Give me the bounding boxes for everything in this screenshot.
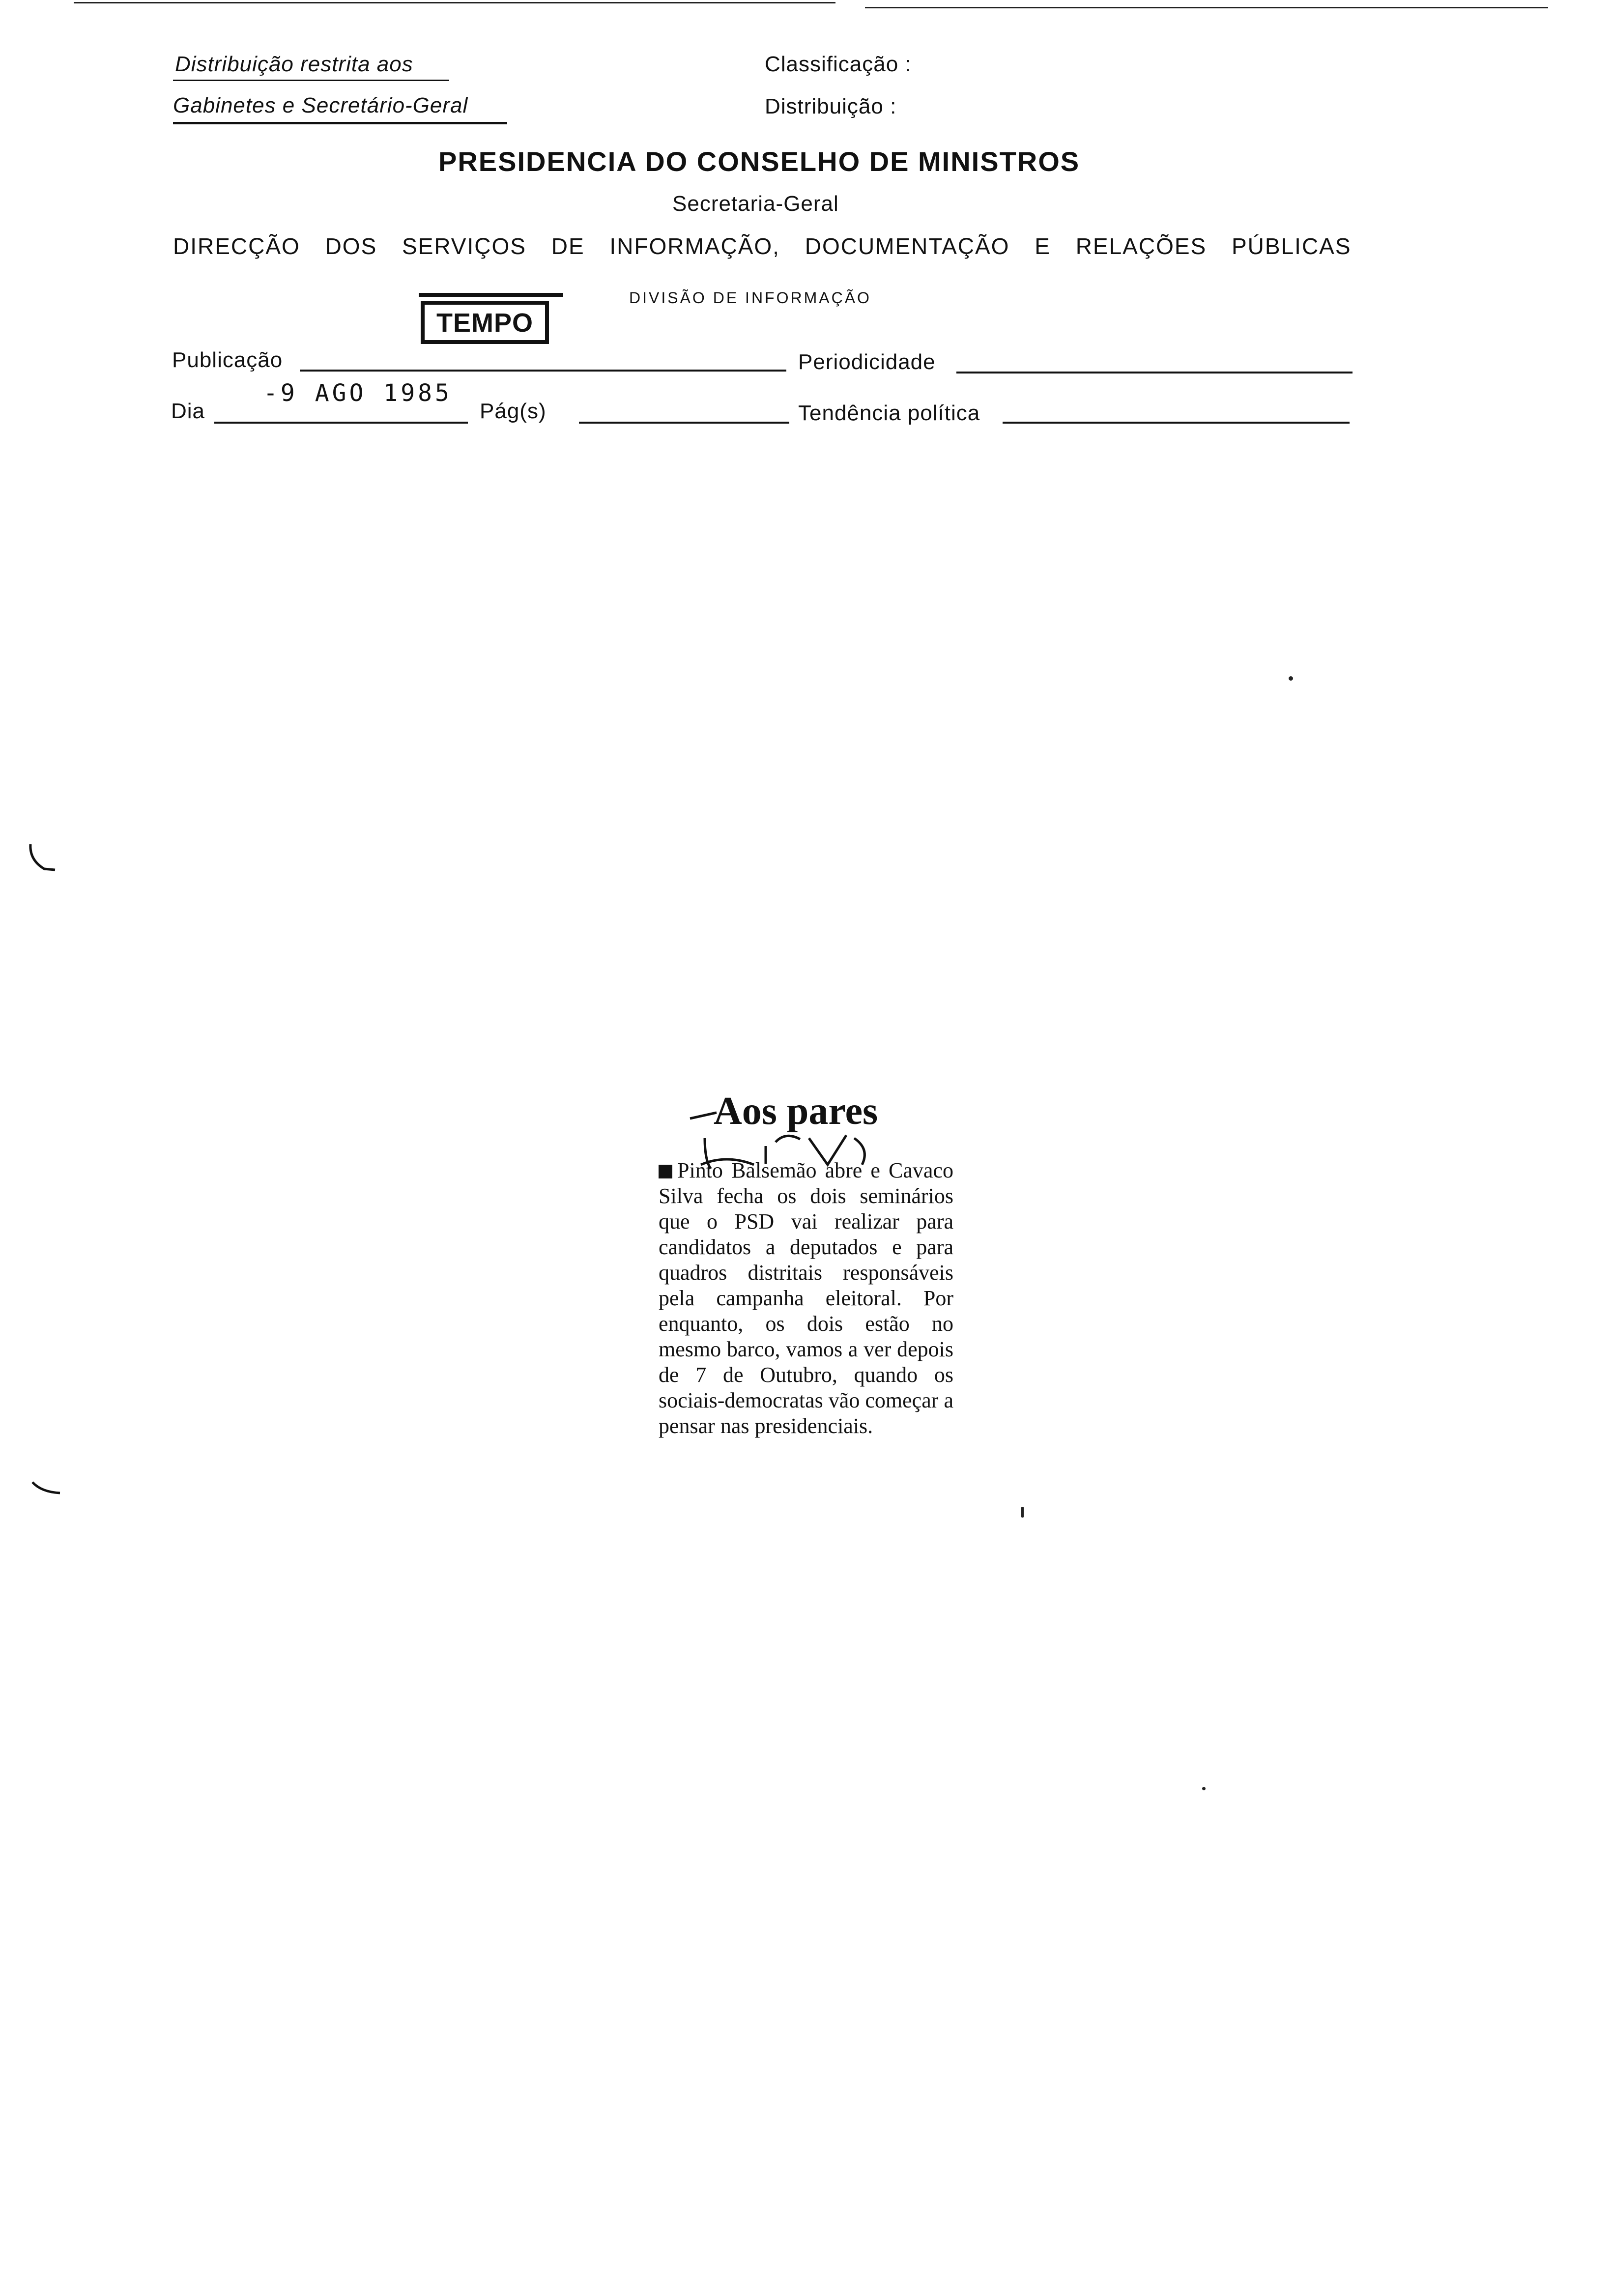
scan-speck (1289, 676, 1293, 681)
distribution-label: Distribuição : (765, 94, 897, 118)
clipping-headline: Aos pares (714, 1090, 878, 1133)
information-division: DIVISÃO DE INFORMAÇÃO (629, 289, 871, 307)
organization-subtitle: Secretaria-Geral (672, 192, 839, 216)
pages-field-line (579, 422, 789, 424)
distribution-restriction-line1: Distribuição restrita aos (175, 52, 413, 76)
top-border-rule-right (865, 7, 1548, 8)
publication-field-line (300, 370, 786, 372)
top-border-rule-left (74, 2, 835, 3)
day-label: Dia (171, 399, 205, 423)
margin-mark-left-upper (25, 840, 59, 875)
scan-speck (1202, 1787, 1206, 1790)
scan-speck (1021, 1507, 1024, 1518)
clipping-body-text: Pinto Balsemão abre e Cavaco Silva fecha os dois seminários que o PSD vai realizar para candidatos a deputados e para quadros distritais responsáveis pela campanha eleitoral. Por enquanto, os dois estão no mesmo barco, vamos a ver depois de 7 de Outubro, quando os sociais-democratas vão começar a pensar nas presidenciais. (659, 1158, 953, 1438)
clipping-body (659, 1158, 953, 1439)
political-tendency-label: Tendência política (798, 401, 980, 425)
publication-stamp: TEMPO (421, 301, 549, 344)
periodicity-field-line (956, 372, 1353, 373)
services-direction: DIRECÇÃO DOS SERVIÇOS DE INFORMAÇÃO, DOCUMENTAÇÃO E RELAÇÕES PÚBLICAS (173, 233, 1352, 259)
distribution-line2-underline (173, 122, 507, 124)
day-field-line (214, 422, 468, 424)
organization-title: PRESIDENCIA DO CONSELHO DE MINISTROS (438, 146, 1080, 177)
date-stamp: -9 AGO 1985 (263, 379, 452, 407)
pages-label: Pág(s) (480, 399, 547, 423)
classification-label: Classificação : (765, 52, 912, 76)
bullet-marker (659, 1165, 672, 1178)
publication-label: Publicação (172, 348, 283, 372)
distribution-restriction-line2: Gabinetes e Secretário-Geral (173, 93, 468, 117)
periodicity-label: Periodicidade (798, 350, 936, 374)
margin-mark-left-lower (29, 1479, 64, 1499)
political-tendency-field-line (1003, 422, 1350, 424)
distribution-line1-underline (173, 80, 449, 81)
stamp-top-bar (419, 293, 563, 297)
